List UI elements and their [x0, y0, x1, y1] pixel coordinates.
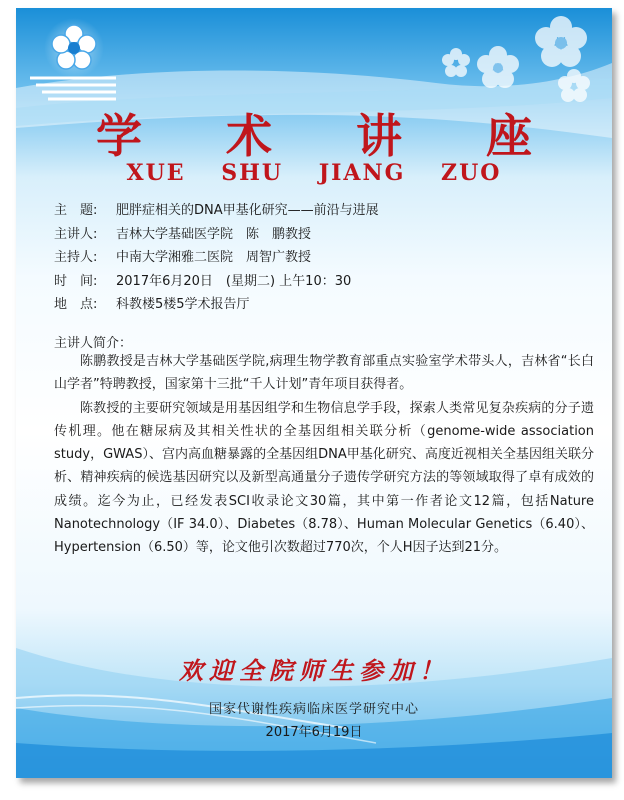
info-row-topic	[54, 199, 594, 223]
info-value: 吉林大学基础医学院 陈 鹏教授	[116, 226, 312, 242]
poster-title: 学 术 讲 座	[95, 109, 567, 163]
lecture-info	[54, 199, 594, 317]
info-value: 中南大学湘雅二医院 周智广教授	[116, 250, 312, 265]
welcome-slogan: 欢迎全院师生参加！	[179, 656, 449, 685]
info-row-speaker	[54, 223, 594, 247]
flower-logo-icon	[44, 18, 104, 78]
info-label: 时 间:	[54, 273, 98, 289]
info-label: 主 题:	[54, 203, 98, 218]
intro-paragraph: 陈鹏教授是吉林大学基础医学院,病理生物学教育部重点实验室学术带头人，吉林省“长白山学者”特聘教授，国家第十三批“千人计划”青年项目获得者。	[54, 354, 594, 393]
info-label: 主持人:	[54, 250, 98, 265]
poster	[16, 8, 612, 778]
info-row-location	[54, 293, 594, 317]
info-label: 主讲人:	[54, 226, 98, 242]
speaker-intro-body	[54, 350, 594, 560]
speaker-intro-heading: 主讲人简介：	[54, 336, 133, 351]
info-value: 肥胖症相关的DNA甲基化研究——前沿与进展	[116, 203, 379, 218]
info-value: 科教楼5楼5学术报告厅	[116, 297, 250, 312]
organizer: 国家代谢性疾病临床医学研究中心	[208, 702, 419, 717]
intro-paragraph: 陈教授的主要研究领域是用基因组学和生物信息学手段，探索人类常见复杂疾病的分子遗传机理。他在糖尿病及其相关性状的全基因组相关联分析（genome-wide association study，GWAS）、宫内高血糖暴露的全基因组DNA甲基化研究、高度近视相关全基因组关联分析、精神疾病的候选基因研究以及新型高通量分子遗传学研究方法的等领域取得了卓有成效的成绩。迄今为止，已经发表SCI收录论文30篇，其中第一作者论文12篇，包括Nature Nanotechnology（IF 34.0）、Diabetes（8.78）、Human Molecular Genetics（6.40）、Hypertension（6.50）等，论文他引次数超过770次，个人H因子达到21分。	[54, 400, 594, 556]
info-row-host	[54, 246, 594, 270]
poster-title-pinyin: XUE SHU JIANG ZUO	[126, 160, 502, 186]
info-label: 地 点:	[54, 297, 98, 312]
issue-date: 2017年6月19日	[265, 725, 363, 740]
info-row-time	[54, 270, 594, 294]
info-value: 2017年6月20日 (星期二) 上午10：30	[116, 273, 352, 289]
